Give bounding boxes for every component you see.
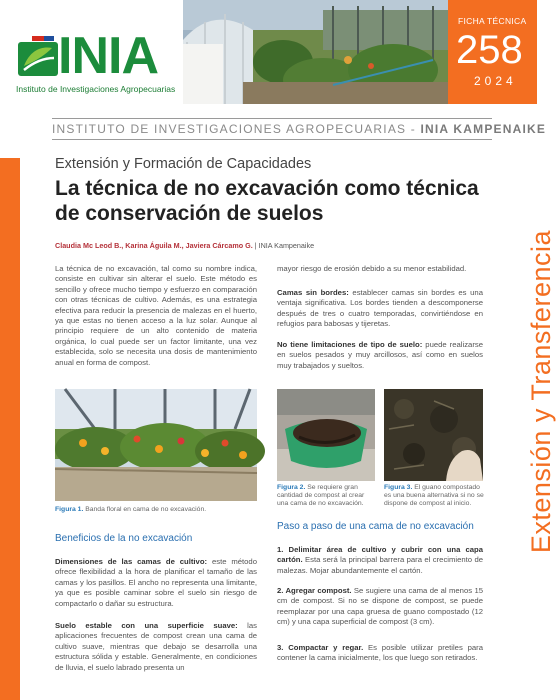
- paragraph-body: este método ofrece flexibilidad a la hora de planificar el tamaño de las camas y los pasillos. El ancho no representa una limitante, ya que es posible caminar sobre el suelo sin riesgo de compactarlo o dañar su estructura.: [55, 557, 257, 608]
- left-accent-band: [0, 158, 20, 700]
- step-1-paragraph: [277, 545, 483, 576]
- camas-sin-bordes-paragraph: [277, 288, 483, 330]
- continued-paragraph: mayor riesgo de erosión debido a su menor estabilidad.: [277, 264, 467, 273]
- institute-text: [52, 122, 546, 136]
- paragraph-heading: No tiene limitaciones de tipo de suelo:: [277, 340, 423, 349]
- caption-text: Se requiere gran cantidad de compost al crear una cama de no excavación.: [277, 484, 365, 508]
- side-title: [490, 230, 556, 590]
- step-3-paragraph: [277, 643, 483, 664]
- ficha-tecnica-box: [448, 0, 537, 104]
- logo-subtitle: Instituto de Investigaciones Agropecuarias: [16, 84, 176, 94]
- header-garden-photo: [183, 0, 448, 104]
- paragraph-heading: Camas sin bordes:: [277, 288, 349, 297]
- figure-3-caption: [384, 484, 484, 509]
- ficha-number: 258: [456, 28, 523, 72]
- figure-label: Figura 1.: [55, 506, 84, 513]
- paragraph-heading: Dimensiones de las camas de cultivo:: [55, 557, 208, 566]
- side-title-text: Extensión y Transferencia: [526, 230, 556, 554]
- figure-label: Figura 3.: [384, 484, 413, 491]
- figure-1-photo: [55, 389, 257, 501]
- figure-1-caption: [55, 506, 265, 514]
- step-heading: 1. Delimitar área de cultivo y cubrir con una capa cartón.: [277, 545, 483, 565]
- ficha-label: FICHA TÉCNICA: [458, 16, 527, 26]
- suelo-estable-paragraph: [55, 621, 257, 673]
- inia-leaf-icon: [16, 36, 60, 80]
- step-body: Se sugiere una cama de al menos 15 cm de compost. Si no se dispone de compost, se puede reemplazar por una capa gruesa de guano compostado (12 cm) y una capa superficial de compost (3 cm).: [277, 586, 483, 627]
- figure-3-photo: [384, 389, 483, 481]
- institute-separator: -: [406, 122, 421, 136]
- caption-text: Banda floral en cama de no excavación.: [83, 506, 207, 513]
- paragraph-heading: Suelo estable con una superficie suave:: [55, 621, 238, 630]
- institute-center: INIA KAMPENAIKE: [420, 122, 547, 136]
- author-names: Claudia Mc Leod B., Karina Águila M., Javiera Cárcamo G.: [55, 241, 253, 250]
- figure-2-photo: [277, 389, 375, 481]
- figure-label: Figura 2.: [277, 484, 306, 491]
- institute-bar: [52, 118, 547, 140]
- step-body: Es posible utilizar pretiles para contener la cama inicialmente, los que luego son retirados.: [277, 643, 483, 663]
- dimensiones-paragraph: [55, 557, 257, 609]
- article-kicker: Extensión y Formación de Capacidades: [55, 156, 312, 172]
- article-title: La técnica de no excavación como técnica de conservación de suelos: [55, 177, 479, 225]
- inia-logo[interactable]: [0, 0, 183, 104]
- benefits-heading: Beneficios de la no excavación: [55, 533, 193, 544]
- suelo-limitaciones-paragraph: [277, 340, 483, 371]
- caption-text: El guano compostado es una buena alternativa si no se dispone de compost al inicio.: [384, 484, 484, 508]
- authors-line: [55, 241, 314, 250]
- author-affiliation: | INIA Kampenaike: [252, 241, 315, 250]
- steps-heading: Paso a paso de una cama de no excavación: [277, 521, 474, 532]
- header: [0, 0, 537, 104]
- step-body: Esta será la principal barrera para el crecimiento de malezas. Mojar abundantemente el cartón.: [277, 555, 483, 575]
- step-heading: 2. Agregar compost.: [277, 586, 352, 595]
- institute-name: INSTITUTO DE INVESTIGACIONES AGROPECUARIAS: [52, 122, 407, 136]
- paragraph-body: establecer camas sin bordes es una ventaja significativa. Los bordes tienden a descomponerse después de tres o cuatro temporadas, convirtiéndose en refugios para babosas y tijeretas.: [277, 288, 483, 329]
- step-heading: 3. Compactar y regar.: [277, 643, 364, 652]
- figure-2-caption: [277, 484, 377, 509]
- ficha-year: 2024: [474, 74, 517, 88]
- step-2-paragraph: [277, 586, 483, 628]
- paragraph-body: puede realizarse en suelos pesados y muy arcillosos, así como en suelos muy trabajados y sueltos.: [277, 340, 483, 370]
- intro-paragraph: La técnica de no excavación, tal como su nombre indica, consiste en cultivar sin alterar el suelo. Este método es sencillo y ofrece mucho tiempo y esfuerzo en comparación con otras técnicas de cultivo. Además, es una estrategia efectiva para reducir la presencia de malezas en el huerto, ya que estas no tienen acceso a la luz solar. Aunque al principio requiere de un alto contenido de materia orgánica, lo cual puede ser un factor limitante, una vez establecida, solo se necesita una dosis de mantenimiento anual en forma de compost.: [55, 264, 257, 367]
- logo-wordmark: INIA: [58, 27, 158, 85]
- paragraph-body: las aplicaciones frecuentes de compost crean una cama de cultivo suave, mientras que debajo se desarrolla una estructura sólida y estable. Generalmente, en condiciones de lluvia, el suelo labrado presenta un: [55, 621, 257, 672]
